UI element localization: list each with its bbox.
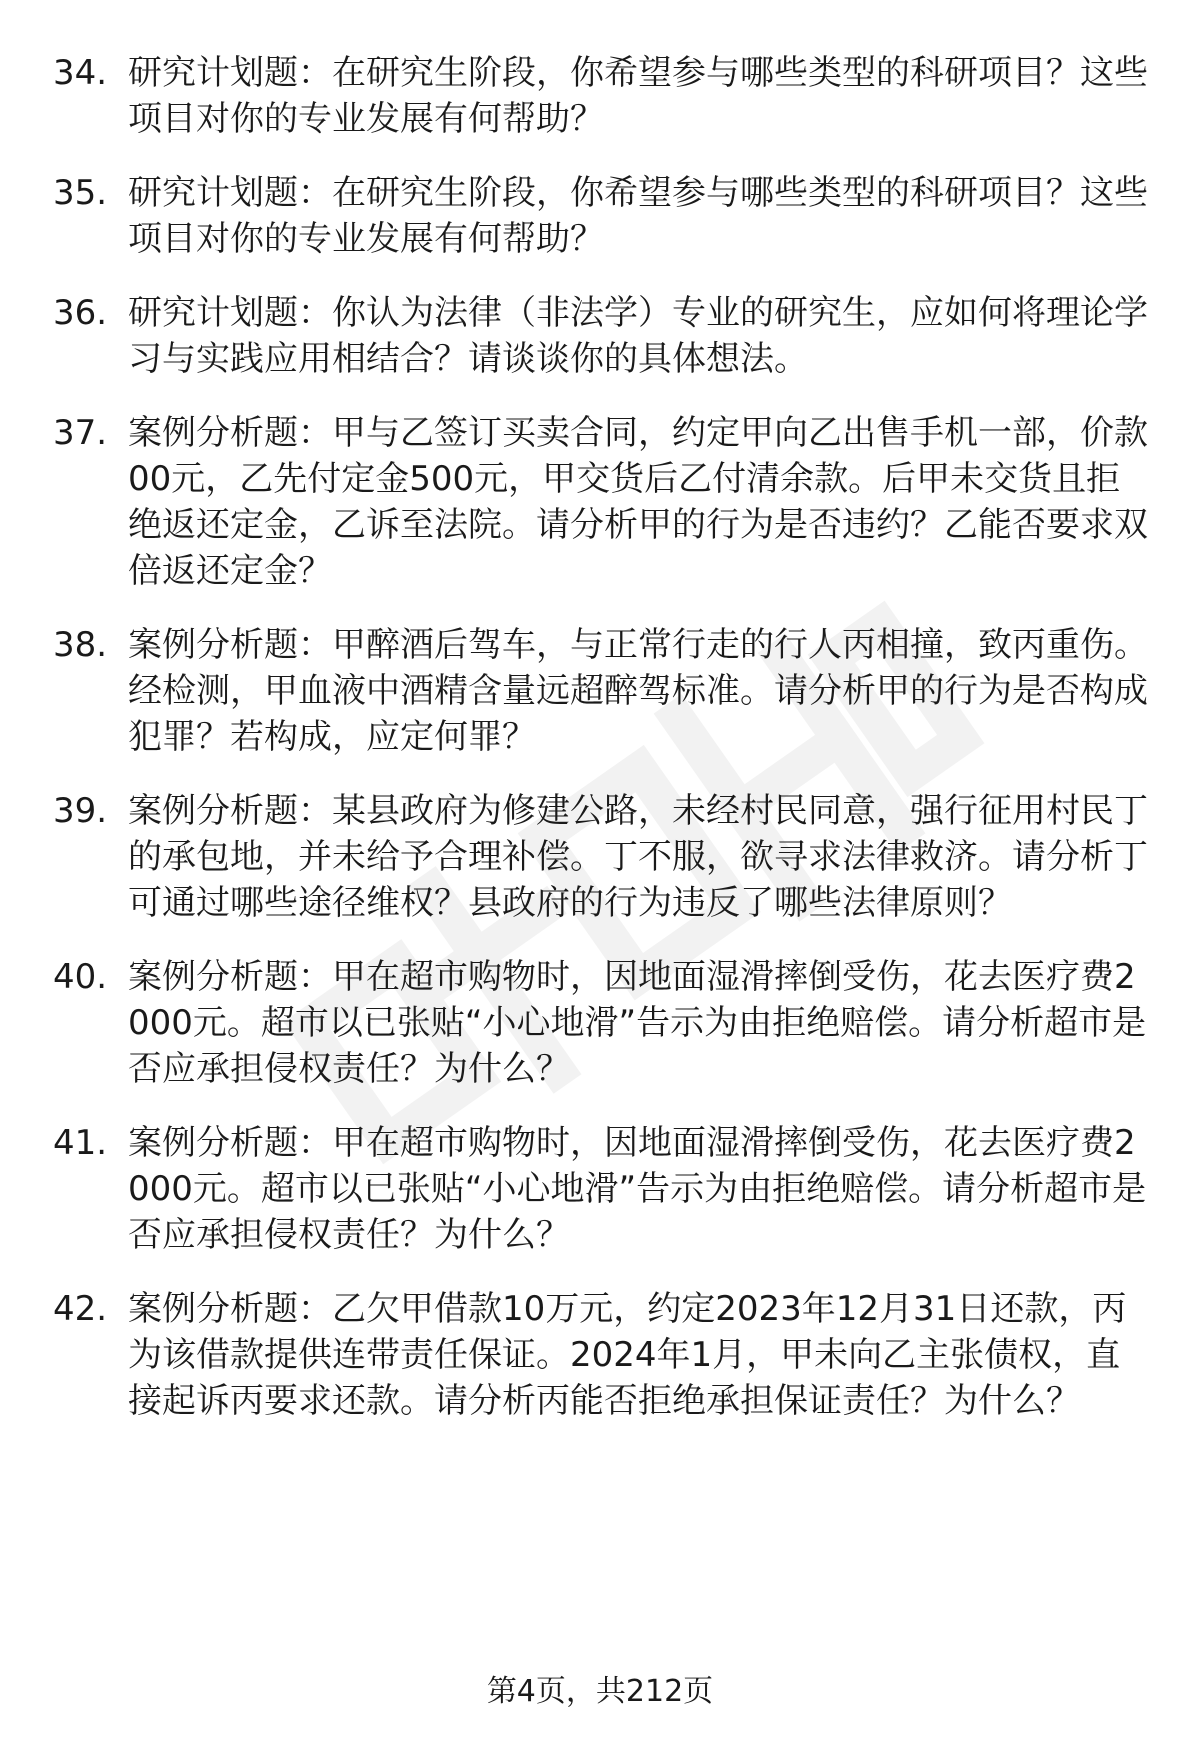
question-text: 案例分析题：甲在超市购物时，因地面湿滑摔倒受伤，花去医疗费2000元。超市以已张贴“小心地滑”告示为由拒绝赔偿。请分析超市是否应承担侵权责任？为什么？ (128, 957, 1147, 1089)
question-item (0, 954, 1200, 1092)
question-text: 研究计划题：在研究生阶段，你希望参与哪些类型的科研项目？这些项目对你的专业发展有何帮助？ (128, 173, 1148, 259)
question-number: 35. (53, 173, 108, 213)
page-number-footer: 第4页，共212页 (486, 1674, 714, 1709)
question-number: 42. (53, 1289, 108, 1329)
question-text: 研究计划题：在研究生阶段，你希望参与哪些类型的科研项目？这些项目对你的专业发展有何帮助？ (128, 53, 1148, 139)
question-item (0, 290, 1200, 382)
question-number: 40. (53, 957, 108, 997)
question-item (0, 622, 1200, 760)
question-item (0, 1120, 1200, 1258)
question-text: 案例分析题：某县政府为修建公路，未经村民同意，强行征用村民丁的承包地，并未给予合理补偿。丁不服，欲寻求法律救济。请分析丁可通过哪些途径维权？县政府的行为违反了哪些法律原则？ (128, 791, 1148, 923)
question-number: 36. (53, 293, 108, 333)
question-text: 案例分析题：甲醉酒后驾车，与正常行走的行人丙相撞，致丙重伤。经检测，甲血液中酒精含量远超醉驾标准。请分析甲的行为是否构成犯罪？若构成，应定何罪？ (128, 625, 1148, 757)
question-list (0, 50, 1200, 1452)
question-item (0, 170, 1200, 262)
question-number: 38. (53, 625, 108, 665)
question-text: 案例分析题：甲与乙签订买卖合同，约定甲向乙出售手机一部，价款00元，乙先付定金500元，甲交货后乙付清余款。后甲未交货且拒绝返还定金，乙诉至法院。请分析甲的行为是否违约？乙能否要求双倍返还定金？ (128, 413, 1148, 591)
question-text: 研究计划题：你认为法律（非法学）专业的研究生，应如何将理论学习与实践应用相结合？请谈谈你的具体想法。 (128, 293, 1148, 379)
question-number: 41. (53, 1123, 108, 1163)
question-number: 37. (53, 413, 108, 453)
question-item (0, 410, 1200, 594)
question-number: 34. (53, 53, 108, 93)
question-item (0, 1286, 1200, 1424)
question-item (0, 788, 1200, 926)
question-text: 案例分析题：乙欠甲借款10万元，约定2023年12月31日还款，丙为该借款提供连带责任保证。2024年1月，甲未向乙主张债权，直接起诉丙要求还款。请分析丙能否拒绝承担保证责任？为什么？ (128, 1289, 1127, 1421)
question-number: 39. (53, 791, 108, 831)
question-text: 案例分析题：甲在超市购物时，因地面湿滑摔倒受伤，花去医疗费2000元。超市以已张贴“小心地滑”告示为由拒绝赔偿。请分析超市是否应承担侵权责任？为什么？ (128, 1123, 1147, 1255)
question-item (0, 50, 1200, 142)
